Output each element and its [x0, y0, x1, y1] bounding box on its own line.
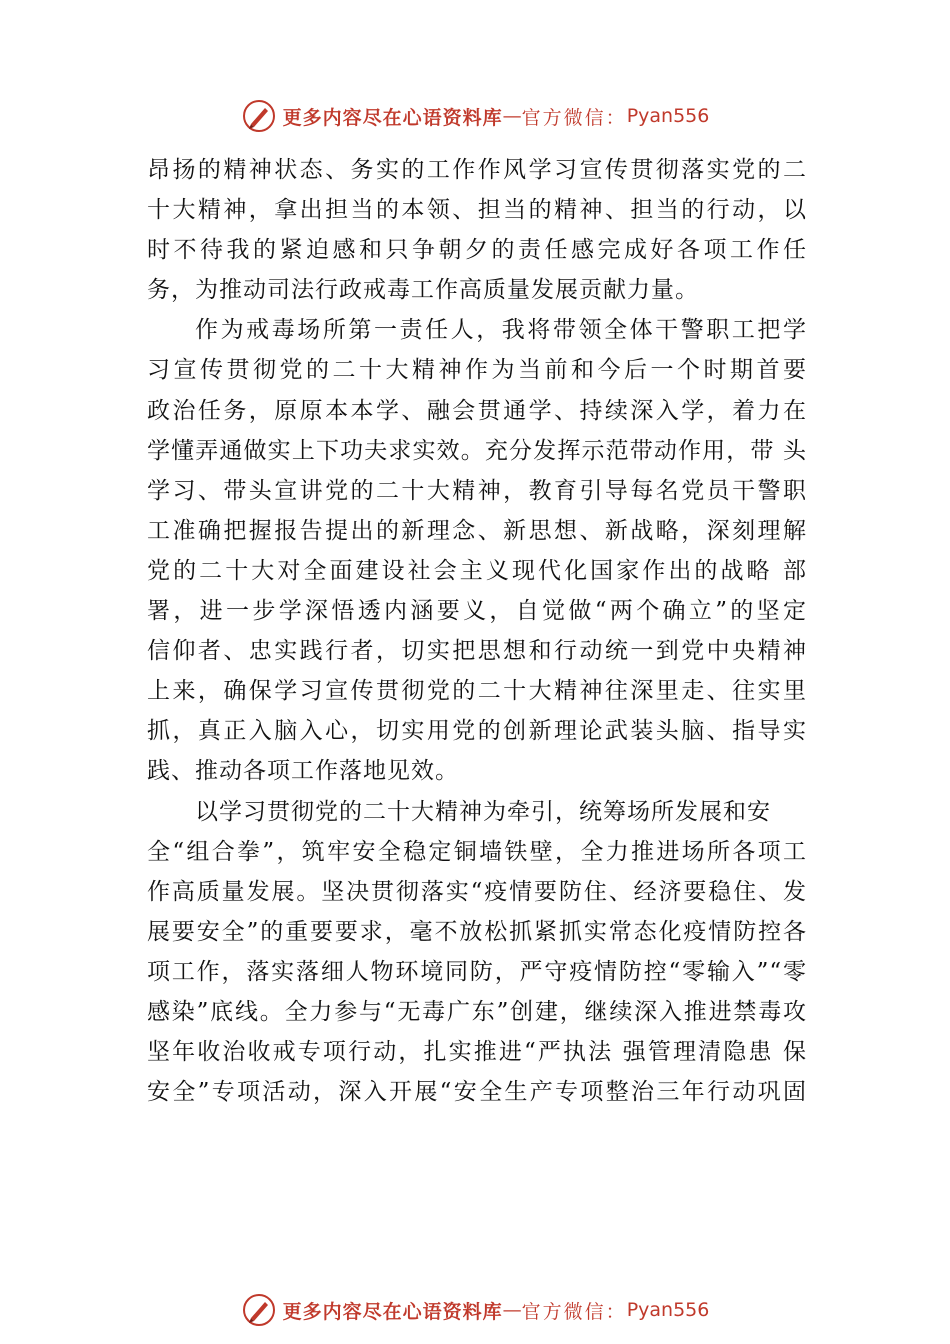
text-line: 党的二十大对全面建设社会主义现代化国家作出的战略 部	[147, 557, 807, 584]
text-line: 工准确把握报告提出的新理念、新思想、新战略，深刻理解	[147, 517, 807, 544]
header-banner	[0, 96, 950, 136]
footer-banner	[0, 1290, 950, 1330]
text-line: 项工作，落实落细人物环境同防，严守疫情防控“零输入”“零	[147, 958, 807, 985]
text-line: 感染”底线。全力参与“无毒广东”创建，继续深入推进禁毒攻	[147, 998, 807, 1025]
banner-wechat-label: 官方微信：	[521, 106, 627, 129]
text-line: 作为戒毒场所第一责任人，我将带领全体干警职工把学	[195, 317, 807, 344]
text-line: 坚年收治收戒专项行动，扎实推进“严执法 强管理清隐患 保	[147, 1039, 807, 1066]
banner-brand: 更多内容尽在心语资料库	[282, 106, 503, 129]
banner-brand: 更多内容尽在心语资料库	[282, 1300, 503, 1323]
text-line: 政治任务，原原本本学、融会贯通学、持续深入学，着力在	[147, 397, 807, 424]
text-line: 习宣传贯彻党的二十大精神作为当前和今后一个时期首要	[147, 357, 807, 384]
banner-dash: —	[502, 105, 522, 127]
text-line: 学习、带头宣讲党的二十大精神，教育引导每名党员干警职	[147, 477, 807, 504]
text-line: 展要安全”的重要要求，毫不放松抓紧抓实常态化疫情防控各	[147, 918, 807, 945]
text-line: 信仰者、忠实践行者，切实把思想和行动统一到党中央精神	[147, 638, 807, 665]
text-line: 学懂弄通做实上下功夫求实效。充分发挥示范带动作用，带 头	[147, 437, 807, 464]
banner-dash: —	[502, 1299, 522, 1321]
text-line: 践、推动各项工作落地见效。	[147, 758, 459, 785]
text-line: 以学习贯彻党的二十大精神为牵引，统筹场所发展和安	[195, 798, 771, 825]
banner-wechat-id: Pyan556	[626, 1299, 710, 1321]
text-line: 务，为推动司法行政戒毒工作高质量发展贡献力量。	[147, 277, 699, 304]
text-line: 作高质量发展。坚决贯彻落实“疫情要防住、经济要稳住、发	[147, 878, 807, 905]
text-line: 署，进一步学深悟透内涵要义，自觉做“两个确立”的坚定	[147, 598, 807, 625]
banner-wechat-label: 官方微信：	[521, 1300, 627, 1323]
text-line: 昂扬的精神状态、务实的工作作风学习宣传贯彻落实党的二	[147, 157, 807, 183]
text-line: 上来，确保学习宣传贯彻党的二十大精神往深里走、往实里	[147, 678, 807, 705]
pen-logo-icon	[241, 1292, 277, 1328]
text-line: 时不待我的紧迫感和只争朝夕的责任感完成好各项工作任	[147, 237, 807, 264]
banner-wechat-id: Pyan556	[626, 105, 710, 127]
text-line: 全“组合拳”，筑牢安全稳定铜墙铁壁，全力推进场所各项工	[147, 838, 807, 865]
document-body	[147, 150, 807, 1112]
text-line: 安全”专项活动，深入开展“安全生产专项整治三年行动巩固	[147, 1079, 807, 1106]
pen-logo-icon	[241, 98, 277, 134]
text-line: 抓，真正入脑入心，切实用党的创新理论武装头脑、指导实	[147, 718, 807, 745]
text-line: 十大精神，拿出担当的本领、担当的精神、担当的行动，以	[147, 197, 807, 224]
